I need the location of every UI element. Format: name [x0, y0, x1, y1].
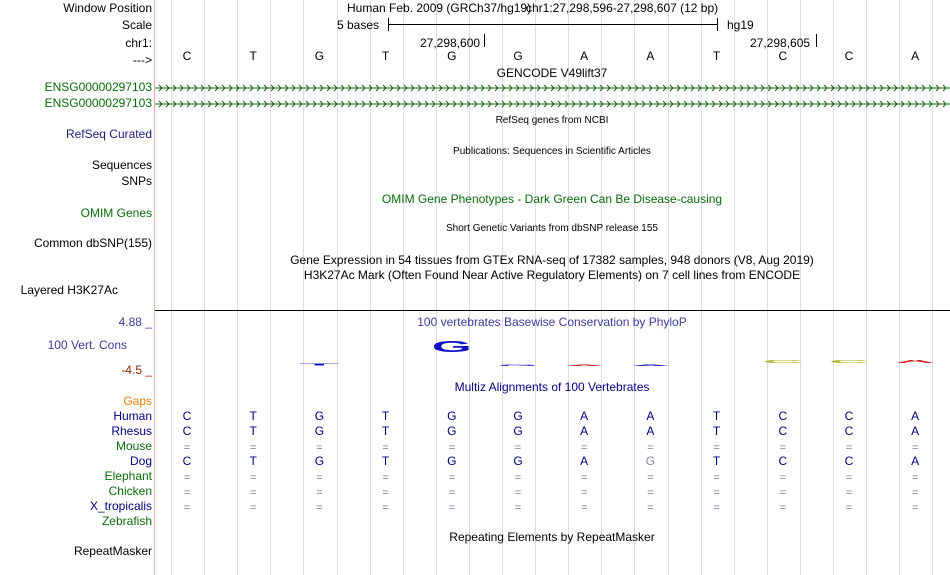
- species-label-xtropicalis[interactable]: X_tropicalis: [89, 499, 152, 513]
- alignment-match: =: [382, 487, 389, 499]
- species-label-rhesus[interactable]: Rhesus: [111, 424, 152, 438]
- alignment-match: =: [647, 472, 654, 484]
- alignment-base: G: [314, 424, 325, 438]
- alignment-match: =: [183, 487, 191, 499]
- alignment-match: =: [911, 502, 919, 514]
- alignment-match: =: [316, 502, 323, 514]
- cons-max-label: 4.88 _: [118, 315, 152, 329]
- conservation-logo-letter: A: [564, 364, 605, 367]
- gene-label-2[interactable]: ENSG00000297103: [44, 96, 152, 110]
- alignment-match: =: [316, 472, 323, 484]
- alignment-base: C: [778, 454, 788, 468]
- conservation-logo-letter: T: [299, 363, 340, 367]
- alignment-base: T: [381, 424, 390, 438]
- alignment-base: C: [778, 409, 788, 423]
- alignment-match: =: [183, 472, 191, 484]
- sequence-base: A: [580, 49, 589, 63]
- alignment-match: =: [845, 502, 853, 514]
- strand-label[interactable]: --->: [133, 53, 152, 67]
- alignment-base: A: [580, 409, 589, 423]
- track-label-column: [0, 0, 154, 575]
- cons-title: 100 vertebrates Basewise Conservation by PhyloP: [417, 315, 687, 329]
- alignment-match: =: [580, 442, 588, 454]
- scale-text: 5 bases: [337, 18, 380, 32]
- alignment-match: =: [845, 472, 853, 484]
- species-label-human[interactable]: Human: [113, 409, 152, 423]
- species-label-elephant[interactable]: Elephant: [104, 469, 152, 483]
- alignment-base: G: [645, 454, 656, 468]
- position-text: chr1:27,298,596-27,298,607 (12 bp): [526, 1, 719, 15]
- alignment-match: =: [647, 487, 654, 499]
- cons-label[interactable]: 100 Vert. Cons: [47, 338, 127, 352]
- sequence-base: T: [249, 49, 257, 63]
- alignment-match: =: [713, 472, 720, 484]
- conservation-logo-letter: C: [829, 358, 872, 365]
- scale-label[interactable]: Scale: [121, 18, 152, 32]
- alignment-match: =: [316, 442, 323, 454]
- alignment-match: =: [183, 502, 191, 514]
- dbsnp-label[interactable]: Common dbSNP(155): [33, 236, 152, 250]
- scale-bar: [388, 24, 718, 25]
- alignment-base: T: [381, 454, 390, 468]
- species-label-dog[interactable]: Dog: [129, 454, 152, 468]
- alignment-base: T: [712, 424, 721, 438]
- alignment-base: G: [513, 409, 523, 423]
- sequence-base: G: [314, 49, 325, 63]
- sequence-base: C: [844, 49, 854, 63]
- alignment-base: G: [447, 409, 457, 423]
- alignment-base: T: [381, 409, 390, 423]
- coord-1-tick: [484, 34, 485, 47]
- alignment-match: =: [580, 472, 588, 484]
- sequence-base: T: [381, 49, 390, 63]
- conservation-logo-letter: A: [895, 358, 938, 365]
- alignment-match: =: [779, 442, 787, 454]
- gene-label-1[interactable]: ENSG00000297103: [44, 80, 152, 94]
- alignment-base: T: [249, 454, 257, 468]
- assembly-title: Human Feb. 2009 (GRCh37/hg19): [347, 1, 532, 15]
- alignment-base: C: [182, 454, 192, 468]
- alignment-match: =: [448, 442, 456, 454]
- alignment-match: =: [647, 442, 654, 454]
- alignment-base: A: [646, 409, 655, 423]
- alignment-match: =: [514, 442, 522, 454]
- gene-feature-1[interactable]: [155, 81, 950, 95]
- h3k27ac-title: H3K27Ac Mark (Often Found Near Active Regulatory Elements) on 7 cell lines from ENCODE: [303, 268, 801, 282]
- cons-min-label: -4.5 _: [121, 363, 152, 377]
- alignment-base: C: [844, 454, 854, 468]
- alignment-match: =: [580, 487, 588, 499]
- alignment-match: =: [845, 487, 853, 499]
- gaps-label[interactable]: Gaps: [123, 394, 152, 408]
- sequence-base: C: [182, 49, 192, 63]
- h3k27ac-label[interactable]: Layered H3K27Ac: [20, 283, 118, 297]
- alignment-match: =: [382, 442, 389, 454]
- alignment-base: T: [712, 409, 721, 423]
- alignment-base: G: [513, 424, 523, 438]
- sequence-base: T: [712, 49, 721, 63]
- gtex-title: Gene Expression in 54 tissues from GTEx RNA-seq of 17382 samples, 948 donors (V8, Aug 2019): [290, 253, 814, 267]
- coord-2: 27,298,605: [750, 36, 811, 50]
- species-label-zebrafish[interactable]: Zebrafish: [101, 514, 152, 528]
- alignment-base: A: [580, 454, 589, 468]
- coord-2-tick: [816, 34, 817, 47]
- conservation-logo-letter: G: [498, 364, 539, 367]
- sequence-base: C: [778, 49, 788, 63]
- alignment-match: =: [249, 502, 257, 514]
- omim-label[interactable]: OMIM Genes: [80, 206, 152, 220]
- track-image-area[interactable]: [155, 0, 950, 575]
- alignment-base: C: [182, 424, 192, 438]
- alignment-base: T: [249, 424, 257, 438]
- gene-strand-arrows-2: [155, 97, 950, 111]
- alignment-base: G: [447, 454, 457, 468]
- alignment-base: A: [911, 424, 920, 438]
- species-label-mouse[interactable]: Mouse: [115, 439, 152, 453]
- sequences-title: Publications: Sequences in Scientific Articles: [453, 146, 651, 157]
- alignment-match: =: [713, 502, 720, 514]
- refseq-label[interactable]: RefSeq Curated: [65, 127, 152, 141]
- gene-feature-2[interactable]: [155, 97, 950, 111]
- alignment-match: =: [514, 487, 522, 499]
- scale-bar-left-tick: [388, 18, 389, 31]
- alignment-match: =: [514, 472, 522, 484]
- alignment-match: =: [249, 442, 257, 454]
- multiz-title: Multiz Alignments of 100 Vertebrates: [454, 380, 650, 394]
- alignment-base: T: [249, 409, 257, 423]
- alignment-base: C: [844, 424, 854, 438]
- alignment-base: G: [513, 454, 523, 468]
- scale-bar-right-tick: [717, 18, 718, 31]
- alignment-match: =: [911, 442, 919, 454]
- alignment-base: C: [778, 424, 788, 438]
- alignment-match: =: [382, 502, 389, 514]
- alignment-match: =: [316, 487, 323, 499]
- species-label-chicken[interactable]: Chicken: [108, 484, 152, 498]
- alignment-base: A: [911, 409, 920, 423]
- alignment-match: =: [514, 502, 522, 514]
- alignment-match: =: [779, 472, 787, 484]
- omim-title: OMIM Gene Phenotypes - Dark Green Can Be Disease-causing: [381, 192, 723, 206]
- repeatmasker-title: Repeating Elements by RepeatMasker: [449, 530, 655, 544]
- alignment-match: =: [911, 487, 919, 499]
- alignment-match: =: [911, 472, 919, 484]
- sequences-label[interactable]: Sequences: [91, 158, 152, 172]
- conservation-logo-letter: A: [630, 364, 671, 367]
- alignment-match: =: [249, 487, 257, 499]
- h3k27ac-baseline: [155, 310, 950, 311]
- alignment-match: =: [448, 487, 456, 499]
- gene-strand-arrows-1: [155, 81, 950, 95]
- alignment-base: C: [844, 409, 854, 423]
- alignment-match: =: [249, 472, 257, 484]
- conservation-logo-letter: G: [431, 339, 472, 356]
- dbsnp-title: Short Genetic Variants from dbSNP release 155: [446, 223, 658, 234]
- alignment-match: =: [845, 442, 853, 454]
- gencode-title: GENCODE V49lift37: [496, 66, 608, 80]
- snps-label[interactable]: SNPs: [121, 174, 152, 188]
- conservation-logo-letter: C: [762, 358, 805, 365]
- sequence-base: A: [911, 49, 920, 63]
- alignment-match: =: [713, 487, 720, 499]
- alignment-match: =: [779, 487, 787, 499]
- repeatmasker-label[interactable]: RepeatMasker: [73, 544, 152, 558]
- alignment-match: =: [580, 502, 588, 514]
- alignment-match: =: [713, 442, 720, 454]
- alignment-base: T: [712, 454, 721, 468]
- refseq-title: RefSeq genes from NCBI: [495, 115, 609, 126]
- alignment-match: =: [448, 472, 456, 484]
- conservation-logo: [155, 336, 950, 367]
- alignment-base: A: [911, 454, 920, 468]
- alignment-base: C: [182, 409, 192, 423]
- db-text: hg19: [727, 18, 754, 32]
- sequence-base: G: [513, 49, 523, 63]
- coord-1: 27,298,600: [420, 36, 481, 50]
- window-position-label[interactable]: Window Position: [63, 1, 152, 15]
- alignment-match: =: [647, 502, 654, 514]
- alignment-base: A: [580, 424, 589, 438]
- alignment-base: A: [646, 424, 655, 438]
- sequence-base: A: [646, 49, 655, 63]
- chrom-label[interactable]: chr1:: [125, 36, 152, 50]
- alignment-match: =: [448, 502, 456, 514]
- sequence-base: G: [447, 49, 457, 63]
- alignment-base: G: [447, 424, 457, 438]
- alignment-match: =: [183, 442, 191, 454]
- alignment-match: =: [382, 472, 389, 484]
- alignment-base: G: [314, 409, 325, 423]
- alignment-match: =: [779, 502, 787, 514]
- alignment-base: G: [314, 454, 325, 468]
